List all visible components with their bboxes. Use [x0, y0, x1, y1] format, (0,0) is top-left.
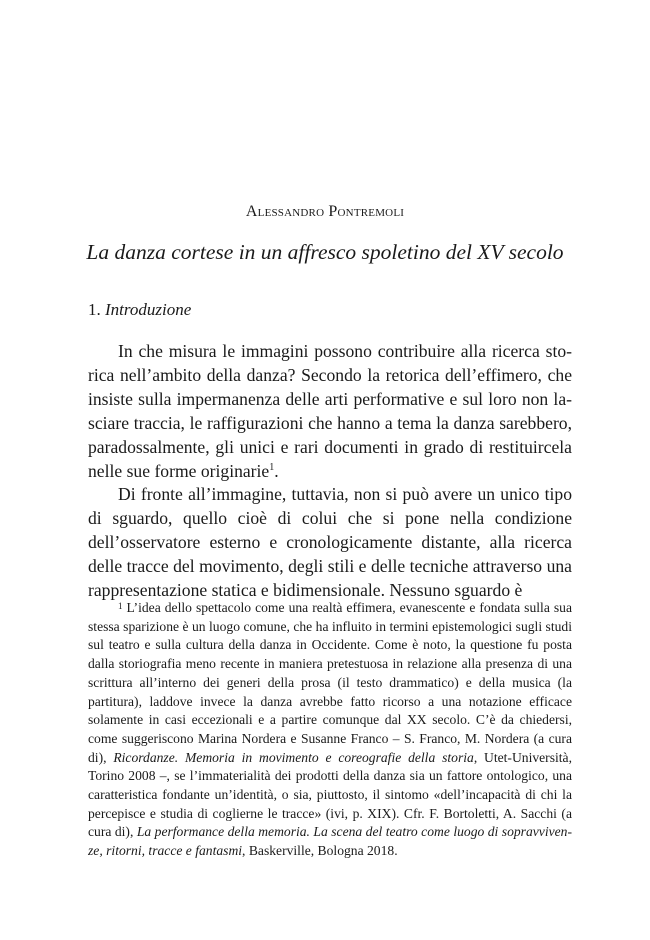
body-text: [88, 340, 572, 603]
footnote-text-2: , Utet-Università, Torino 2008 –, se l’immaterialità dei prodotti della danza sia un fattore ontologico, una caratteristica fondante un’identità, o sia, piuttosto, il sintomo «dell’incapacità di chi la percepisce e studia di coglierne le tracce» (ivi, p. XIX). Cfr. F. Bortoletti, A. Sacchi (a cura di),: [88, 749, 572, 840]
footnote-text-1: L’idea dello spettacolo come una realtà effimera, evanescente e fondata sulla sua stessa sparizione è un luogo comune, che ha influito in termini epistemologici sugli studi sul teatro e sulla cultura della danza in Occidente. Come è noto, la questione fu posta dalla storiografia meno recente in maniera pretestuosa in relazione alla presenza di una scrittura all’interno dei generi della prosa (il testo drammatico) e della musica (la partitura), laddove invece la danza avrebbe fatto ricorso a una notazione efficace solamente in casi eccezionali e a partire comunque dal XX secolo. C’è da chiedersi, come suggeriscono Marina Nordera e Susanne Franco – S. Franco, M. Nordera (a cura di),: [88, 600, 572, 765]
footnote-italic-title-2: La performance della memoria. La scena del teatro come luogo di sopravvivenze, ritorni, tracce e fantasmi: [88, 824, 573, 859]
footnote-reference[interactable]: 1: [269, 461, 275, 473]
footnote-1: [88, 597, 572, 861]
section-heading: [88, 300, 191, 320]
paragraph-1: [88, 340, 572, 483]
paragraph-1-end: .: [274, 460, 279, 481]
paragraph-1-text: In che misura le immagini possono contribuire alla ricerca storica nell’ambito della danza? Secondo la retorica dell’effimero, che insiste sulla impermanenza delle arti performative e sul loro non lasciare traccia, le raffigurazioni che hanno a tema la danza sarebbero, paradossalmente, gli unici e rari documenti in grado di restituircela nelle sue forme originarie: [88, 341, 572, 481]
article-title: La danza cortese in un affresco spoletino del XV secolo: [86, 240, 564, 264]
footnote: [88, 597, 572, 861]
section-number: 1.: [88, 300, 101, 319]
author-name: Alessandro Pontremoli: [245, 203, 405, 220]
section-title: Introduzione: [105, 300, 192, 319]
footnote-text-3: , Baskerville, Bologna 2018.: [242, 843, 398, 859]
footnote-mark: 1: [118, 601, 123, 611]
paragraph-2: Di fronte all’immagine, tuttavia, non si può avere un unico tipo di sguardo, quello cioè di colui che si pone nella condizione dell’osservatore esterno e cronologicamente distante, alla ricerca delle tracce del movimento, degli stili e delle tecniche attraverso una rappresentazione statica e bidimensionale. Nessuno sguardo è: [88, 484, 572, 601]
footnote-italic-title-1: Ricordanze. Memoria in movimento e coreografie della storia: [113, 749, 474, 765]
